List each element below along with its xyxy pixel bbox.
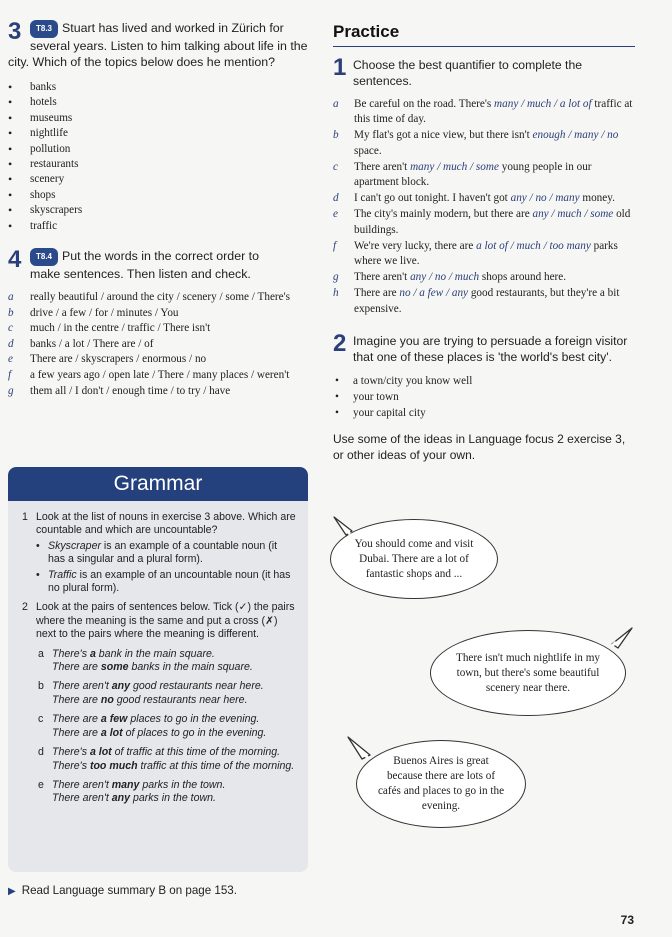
emphasis-word: Skyscraper — [48, 539, 101, 552]
list-item: • restaurants — [8, 157, 308, 172]
pair-keyword: a lot — [89, 746, 112, 759]
quantifier-options[interactable]: any / much / some — [532, 208, 614, 221]
item-text: banks / a lot / There are / of — [30, 337, 154, 350]
pair-keyword: a lot — [100, 726, 123, 739]
item-letter: h — [333, 287, 339, 300]
list-item: • your town — [333, 389, 635, 405]
list-item — [333, 239, 635, 269]
item-text: parks where we live. — [354, 239, 618, 268]
list-item — [8, 321, 308, 336]
quantifier-options[interactable]: a lot of / much / too many — [476, 239, 591, 252]
speech-bubble-nightlife — [430, 630, 626, 716]
list-item — [8, 337, 308, 352]
list-item: • nightlife — [8, 126, 308, 141]
practice-1-number: 1 — [333, 54, 347, 81]
pair-text: places to go in the evening. — [127, 713, 260, 726]
list-item: • your capital city — [333, 405, 635, 421]
pair-keyword: a few — [100, 713, 128, 726]
exercise-4-items — [8, 290, 308, 398]
pair-keyword: a — [89, 647, 96, 660]
emphasis-word: Traffic — [48, 568, 77, 581]
pair-text: good restaurants near here. — [130, 680, 264, 693]
pair-letter: c — [38, 713, 44, 726]
list-item — [333, 97, 635, 127]
item-text: traffic at this time of day. — [354, 98, 633, 126]
grammar-item-number: 2 — [22, 601, 28, 614]
grammar-item-1 — [22, 511, 296, 595]
pair-text: There's — [52, 647, 90, 660]
item-text: My flat's got a nice view, but there isn't — [354, 129, 533, 142]
list-item — [333, 286, 635, 316]
bubble-tail — [608, 626, 636, 652]
pair-letter: d — [38, 746, 44, 759]
exercise-3-instructions — [8, 20, 308, 70]
item-text: really beautiful / around the city / scenery / some / There's — [30, 291, 290, 304]
quantifier-options[interactable]: enough / many / no — [532, 129, 619, 142]
pair-text: There aren't — [52, 778, 112, 791]
list-item: • traffic — [8, 219, 308, 234]
sentence-pair — [36, 648, 296, 675]
item-text: shops around here. — [479, 271, 567, 284]
quantifier-options[interactable]: no / a few / any — [399, 287, 469, 300]
list-item — [333, 191, 635, 206]
list-item — [8, 352, 308, 367]
item-letter: b — [8, 306, 14, 319]
pair-text: of traffic at this time of the morning. — [111, 746, 281, 759]
track-badge-t8-3[interactable]: T8.3 — [30, 20, 58, 38]
pair-text: There's — [52, 746, 90, 759]
sentence-pair — [36, 713, 296, 740]
item-text: There aren't — [354, 160, 411, 173]
pair-text: There are — [52, 713, 101, 726]
pair-keyword: many — [111, 778, 140, 791]
pair-text: banks in the main square. — [128, 661, 253, 674]
pair-text: traffic at this time of the morning. — [137, 759, 295, 772]
item-letter: d — [8, 337, 14, 350]
grammar-item-text: Look at the pairs of sentences below. Tick (✓) the pairs where the meaning is the same and put a cross (✗) next to the pairs where the meaning is different. — [36, 601, 295, 641]
places-list — [333, 373, 635, 421]
pair-text: parks in the town. — [139, 778, 226, 791]
practice-1-items — [333, 97, 635, 317]
pair-letter: b — [38, 680, 44, 693]
exercise-4-number: 4 — [8, 246, 22, 274]
list-item: • hotels — [8, 95, 308, 110]
list-item — [8, 290, 308, 305]
item-text: The city's mainly modern, but there are — [354, 208, 533, 221]
item-text: old buildings. — [354, 208, 631, 236]
item-letter: f — [8, 369, 12, 382]
list-item: • pollution — [8, 142, 308, 157]
ex4-line2: make sentences. Then listen and check. — [30, 267, 251, 282]
grammar-item-2 — [22, 601, 296, 805]
list-item — [8, 368, 308, 383]
list-item — [333, 270, 635, 285]
item-text: There aren't — [354, 271, 411, 284]
ex4-line1: Put the words in the correct order to — [62, 249, 259, 264]
item-text: Be careful on the road. There's — [354, 98, 495, 110]
practice-1-text: Choose the best quantifier to complete the sentences. — [353, 58, 582, 88]
item-text: them all / I don't / enough time / to try / have — [30, 384, 231, 397]
item-text: drive / a few / for / minutes / You — [30, 306, 179, 319]
grammar-box — [8, 467, 308, 872]
subpoint-text: is an example of a countable noun (it has a singular and a plural form). — [48, 539, 278, 566]
use-ideas-text: Use some of the ideas in Language focus 2 exercise 3, or other ideas of your own. — [333, 431, 626, 462]
item-letter: c — [8, 322, 13, 335]
pair-keyword: any — [111, 680, 130, 693]
item-text: There are / skyscrapers / enormous / no — [30, 353, 207, 366]
quantifier-options[interactable]: many / much / a lot of — [494, 98, 592, 110]
item-text: good restaurants, but they're a bit expensive. — [354, 287, 620, 315]
practice-title: Practice — [333, 22, 635, 47]
grammar-subpoint — [36, 569, 296, 596]
pair-keyword: any — [111, 792, 130, 805]
bubble-text: You should come and visit Dubai. There are a lot of fantastic shops and ... — [354, 537, 474, 580]
list-item: • banks — [8, 80, 308, 95]
practice-2-text: Imagine you are trying to persuade a foreign visitor that one of these places is 'the world's best city'. — [353, 333, 628, 364]
pair-keyword: no — [100, 693, 114, 706]
item-text: young people in our apartment block. — [354, 160, 592, 189]
item-text: I can't go out tonight. I haven't got — [354, 192, 511, 205]
list-item — [333, 160, 635, 190]
list-item: • scenery — [8, 172, 308, 187]
ex3-line3: city. Which of the topics below does he mention? — [8, 55, 275, 69]
item-text: We're very lucky, there are — [354, 239, 477, 252]
pair-letter: e — [38, 778, 44, 791]
ex3-line2: several years. Listen to him talking about life in the — [30, 39, 308, 53]
grammar-title: Grammar — [8, 467, 308, 501]
quantifier-options[interactable]: any / no / much — [410, 271, 480, 284]
right-column — [333, 22, 635, 463]
play-triangle-icon: ▶ — [8, 886, 16, 897]
pair-text: There aren't — [52, 680, 112, 693]
pair-text: of places to go in the evening. — [122, 726, 267, 739]
language-summary-text: Read Language summary B on page 153. — [21, 884, 237, 897]
grammar-item-text: Look at the list of nouns in exercise 3 above. Which are countable and which are uncountable? — [36, 511, 296, 537]
item-text: space. — [354, 144, 382, 157]
bubble-tail — [330, 515, 354, 537]
item-letter: a — [8, 291, 14, 304]
pair-keyword: some — [100, 661, 129, 674]
sentence-pair — [36, 779, 296, 806]
bubble-text: Buenos Aires is great because there are lots of cafés and places to go in the evening. — [377, 755, 505, 812]
speech-bubble-buenos-aires — [356, 740, 526, 828]
grammar-subpoint — [36, 540, 296, 567]
practice-2-number: 2 — [333, 329, 347, 357]
speech-bubble-dubai — [330, 519, 498, 599]
item-text: There are — [354, 287, 400, 300]
subpoint-text: is an example of an uncountable noun (it has no plural form). — [48, 568, 291, 595]
list-item — [8, 384, 308, 399]
practice-2-instructions — [333, 329, 635, 365]
list-item — [333, 128, 635, 158]
pair-letter: a — [38, 647, 44, 660]
item-letter: g — [333, 271, 339, 284]
bubble-tail — [346, 735, 374, 761]
item-letter: e — [8, 353, 13, 366]
pair-text: good restaurants near here. — [113, 693, 248, 706]
pair-keyword: too much — [89, 759, 138, 772]
list-item: • museums — [8, 111, 308, 126]
language-summary-link[interactable] — [8, 884, 237, 897]
practice-1-instructions — [333, 54, 635, 89]
list-item: • shops — [8, 188, 308, 203]
sentence-pair — [36, 680, 296, 707]
sentence-pair — [36, 746, 296, 773]
item-letter: b — [333, 129, 339, 142]
list-item — [8, 306, 308, 321]
pair-text: There aren't — [52, 792, 112, 805]
grammar-body — [8, 501, 308, 806]
quantifier-options[interactable]: many / much / some — [410, 160, 499, 173]
list-item: • a town/city you know well — [333, 373, 635, 389]
item-text: much / in the centre / traffic / There isn't — [30, 322, 211, 335]
pair-text: There's — [52, 759, 90, 772]
list-item: • skyscrapers — [8, 203, 308, 218]
left-column — [8, 20, 308, 399]
item-letter: c — [333, 160, 338, 173]
exercise-4-instructions — [8, 248, 308, 282]
ex3-line1: Stuart has lived and worked in Zürich for — [62, 21, 284, 35]
bubble-text: There isn't much nightlife in my town, but there's some beautiful scenery near there. — [455, 651, 600, 694]
topics-list — [8, 80, 308, 234]
pair-text: There are — [52, 726, 101, 739]
exercise-3-number: 3 — [8, 18, 22, 45]
item-letter: a — [333, 98, 339, 110]
pair-text: There are — [52, 661, 101, 674]
item-letter: e — [333, 208, 338, 221]
item-letter: g — [8, 384, 14, 397]
item-text: a few years ago / open late / There / many places / weren't — [30, 369, 290, 382]
item-letter: d — [333, 192, 339, 205]
item-text: money. — [579, 192, 615, 205]
pair-text: parks in the town. — [130, 792, 216, 805]
item-letter: f — [333, 239, 337, 252]
pair-text: bank in the main square. — [95, 647, 215, 660]
quantifier-options[interactable]: any / no / many — [510, 192, 580, 205]
list-item — [333, 207, 635, 237]
grammar-item-number: 1 — [22, 511, 28, 523]
page-number: 73 — [620, 913, 634, 927]
track-badge-t8-4[interactable]: T8.4 — [30, 248, 58, 266]
pair-text: There are — [52, 693, 101, 706]
